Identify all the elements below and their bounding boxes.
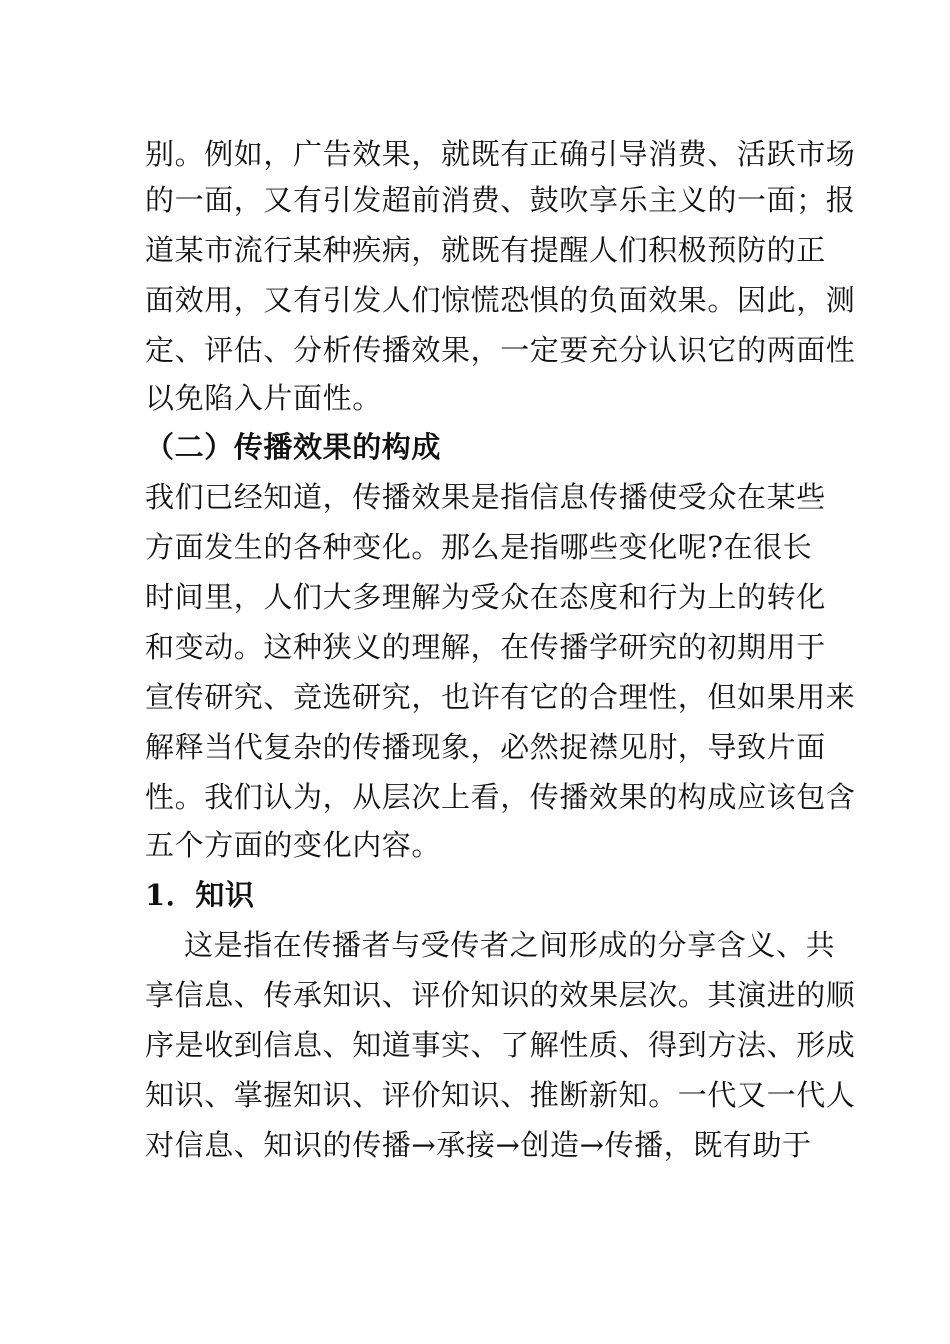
paragraph-2-line-4: 和变动。这种狭义的理解，在传播学研究的初期用于 xyxy=(145,630,826,664)
paragraph-1-line-3: 道某市流行某种疾病，就既有提醒人们积极预防的正 xyxy=(145,233,826,267)
paragraph-1-line-6: 以免陷入片面性。 xyxy=(145,381,382,415)
paragraph-3-line-3: 序是收到信息、知道事实、了解性质、得到方法、形成 xyxy=(145,1028,856,1062)
paragraph-3-line-4: 知识、掌握知识、评价知识、推断新知。一代又一代人 xyxy=(145,1078,856,1112)
paragraph-1-line-4: 面效用，又有引发人们惊慌恐惧的负面效果。因此，测 xyxy=(145,283,856,317)
subheading-knowledge: 1．知识 xyxy=(145,878,255,912)
paragraph-2-line-8: 五个方面的变化内容。 xyxy=(145,828,442,862)
paragraph-2-line-1: 我们已经知道，传播效果是指信息传播使受众在某些 xyxy=(145,480,826,514)
paragraph-1-line-2: 的一面，又有引发超前消费、鼓吹享乐主义的一面；报 xyxy=(145,183,856,217)
paragraph-1-line-1: 别。例如，广告效果，就既有正确引导消费、活跃市场 xyxy=(145,137,856,171)
section-heading: （二）传播效果的构成 xyxy=(145,430,442,464)
paragraph-3-line-1: 这是指在传播者与受传者之间形成的分享含义、共 xyxy=(184,928,836,962)
paragraph-2-line-3: 时间里，人们大多理解为受众在态度和行为上的转化 xyxy=(145,580,826,614)
paragraph-3-line-2: 享信息、传承知识、评价知识的效果层次。其演进的顺 xyxy=(145,978,856,1012)
paragraph-3-line-5: 对信息、知识的传播→承接→创造→传播，既有助于 xyxy=(145,1128,812,1162)
paragraph-1-line-5: 定、评估、分析传播效果，一定要充分认识它的两面性 xyxy=(145,333,856,367)
paragraph-2-line-7: 性。我们认为，从层次上看，传播效果的构成应该包含 xyxy=(145,780,856,814)
paragraph-2-line-5: 宣传研究、竞选研究，也许有它的合理性，但如果用来 xyxy=(145,680,856,714)
paragraph-2-line-2: 方面发生的各种变化。那么是指哪些变化呢?在很长 xyxy=(145,530,813,564)
paragraph-2-line-6: 解释当代复杂的传播现象，必然捉襟见肘，导致片面 xyxy=(145,730,826,764)
